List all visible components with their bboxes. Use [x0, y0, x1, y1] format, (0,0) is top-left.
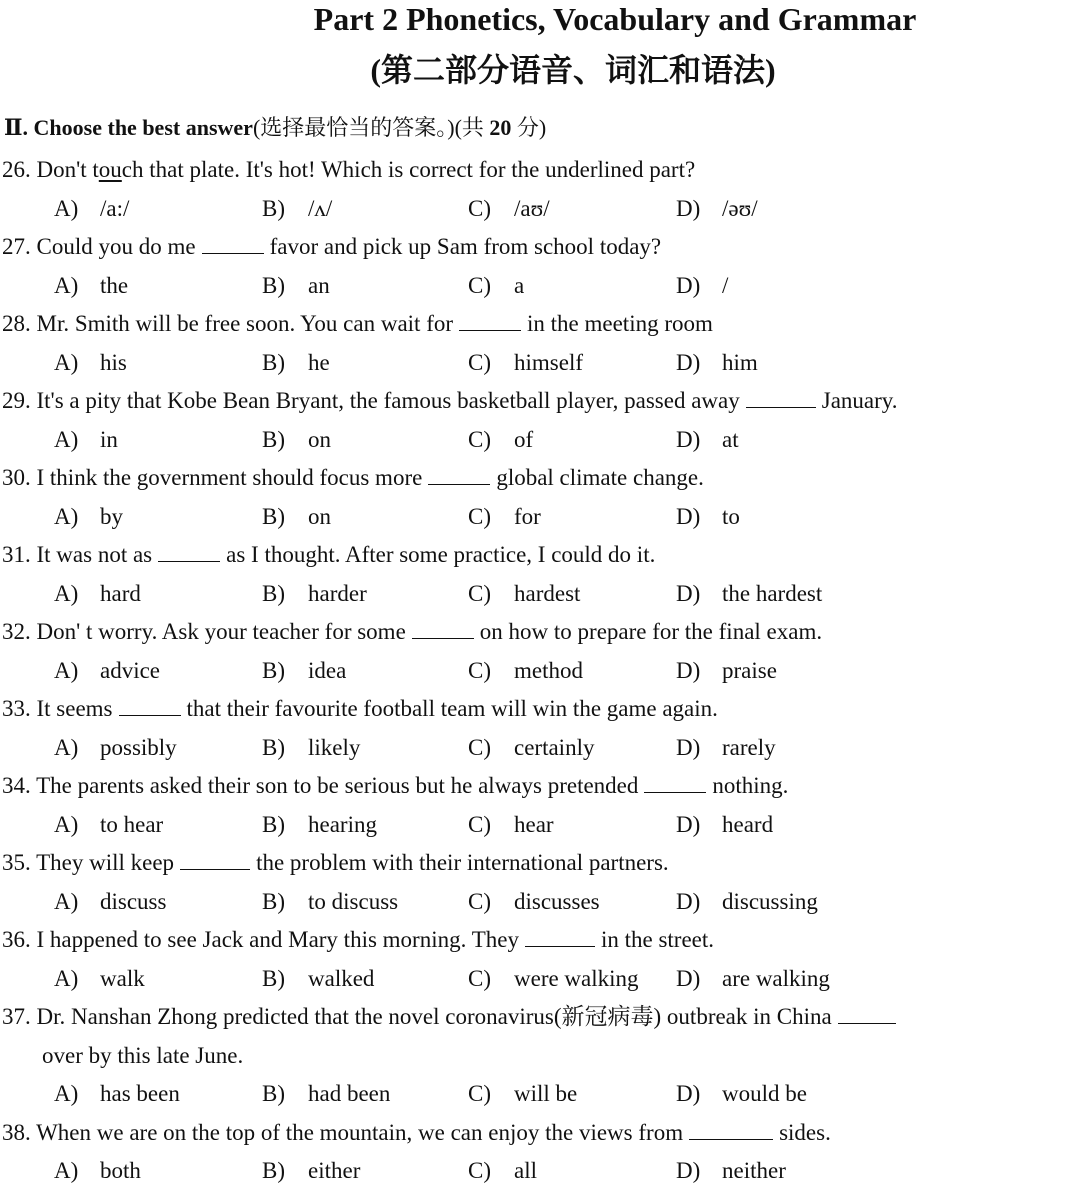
option-a[interactable]	[54, 806, 163, 845]
answer-blank	[202, 231, 264, 254]
answer-blank	[746, 385, 816, 408]
option-letter: C)	[468, 811, 491, 837]
option-text: at	[722, 426, 739, 452]
answer-blank	[180, 847, 250, 870]
answer-blank	[525, 924, 595, 947]
option-text: both	[100, 1158, 141, 1183]
question-number: 33.	[2, 696, 31, 721]
option-c[interactable]	[468, 883, 600, 922]
option-letter: A)	[54, 503, 79, 529]
option-d[interactable]	[676, 1075, 807, 1114]
option-d[interactable]	[676, 498, 740, 537]
option-d[interactable]	[676, 344, 758, 383]
options-row	[0, 498, 1080, 537]
option-text: idea	[308, 657, 347, 683]
option-letter: A)	[54, 349, 79, 375]
stem-text: January.	[821, 388, 898, 413]
question-stem	[0, 613, 1080, 652]
question-stem	[0, 998, 1080, 1075]
option-d[interactable]	[676, 729, 776, 768]
page-title: Part 2 Phonetics, Vocabulary and Grammar	[313, 1, 917, 37]
option-letter: B)	[262, 272, 285, 298]
option-d[interactable]	[676, 960, 830, 999]
question-32	[0, 613, 1080, 690]
option-d[interactable]	[676, 190, 758, 229]
question-number: 27.	[2, 234, 31, 259]
question-stem	[0, 382, 1080, 421]
option-letter: A)	[54, 811, 79, 837]
option-b[interactable]	[262, 883, 398, 922]
option-letter: B)	[262, 503, 285, 529]
stem-text: When we are on the top of the mountain, we can enjoy the views from	[36, 1119, 684, 1145]
option-b[interactable]	[262, 1152, 360, 1191]
option-text: a	[514, 272, 525, 298]
options-row	[0, 1075, 1080, 1114]
question-37	[0, 998, 1080, 1114]
option-letter: C)	[468, 503, 491, 529]
stem-text: sides.	[779, 1119, 831, 1145]
option-text: his	[100, 349, 127, 375]
option-text: will be	[514, 1081, 578, 1106]
option-a[interactable]	[54, 652, 160, 691]
question-stem	[0, 844, 1080, 883]
question-number: 26.	[2, 157, 31, 182]
option-text: discussing	[722, 888, 818, 914]
stem-text: Could you do me	[36, 234, 196, 259]
option-letter: A)	[54, 195, 79, 221]
question-number: 32.	[2, 619, 31, 644]
option-letter: A)	[54, 272, 79, 298]
stem-text: Dr. Nanshan Zhong predicted that the novel coronavirus(新冠病毒) outbreak in China	[36, 1004, 832, 1029]
option-b[interactable]	[262, 729, 360, 768]
option-a[interactable]	[54, 190, 129, 229]
question-number: 37.	[2, 1004, 31, 1029]
option-text: hard	[100, 580, 141, 606]
question-30	[0, 459, 1080, 536]
stem-text: I happened to see Jack and Mary this morning. They	[36, 927, 519, 952]
option-a[interactable]	[54, 498, 123, 537]
section-instruction-text: Choose the best answer	[33, 115, 253, 140]
option-c[interactable]	[468, 1075, 577, 1114]
question-26	[0, 151, 1080, 228]
option-letter: A)	[54, 1081, 79, 1106]
option-text: hearing	[308, 811, 377, 837]
stem-text: It seems	[36, 696, 113, 721]
question-stem	[0, 459, 1080, 498]
option-text: hear	[514, 811, 554, 837]
option-letter: B)	[262, 580, 285, 606]
option-text: are walking	[722, 965, 830, 991]
option-text: to	[722, 503, 740, 529]
option-letter: D)	[676, 1081, 701, 1106]
question-27	[0, 228, 1080, 305]
option-letter: D)	[676, 195, 701, 221]
option-c[interactable]	[468, 267, 524, 306]
option-text: had been	[308, 1081, 391, 1106]
option-c[interactable]	[468, 344, 583, 383]
option-letter: B)	[262, 1081, 285, 1106]
option-c[interactable]	[468, 729, 594, 768]
option-text: the	[100, 272, 129, 298]
option-b[interactable]	[262, 652, 346, 691]
option-text: to discuss	[308, 888, 399, 914]
option-letter: C)	[468, 965, 491, 991]
options-row	[0, 421, 1080, 460]
stem-text: It's a pity that Kobe Bean Bryant, the famous basketball player, passed away	[36, 388, 740, 413]
option-text: of	[514, 426, 534, 452]
option-a[interactable]	[54, 960, 145, 999]
options-row	[0, 960, 1080, 999]
option-b[interactable]	[262, 190, 332, 229]
answer-blank	[412, 616, 474, 639]
section-instruction	[4, 113, 546, 143]
question-38	[0, 1114, 1080, 1191]
option-letter: C)	[468, 349, 491, 375]
stem-text: in the street.	[600, 927, 714, 952]
option-letter: B)	[262, 657, 285, 683]
option-c[interactable]	[468, 1152, 537, 1191]
option-text: /ʌ/	[308, 195, 333, 221]
option-letter: D)	[676, 811, 701, 837]
question-35	[0, 844, 1080, 921]
underlined-part: ou	[98, 157, 122, 182]
question-stem	[0, 1114, 1080, 1153]
option-letter: D)	[676, 888, 701, 914]
option-d[interactable]	[676, 652, 777, 691]
option-text: were walking	[514, 965, 639, 991]
option-text: in	[100, 426, 118, 452]
option-c[interactable]	[468, 575, 580, 614]
question-number: 35.	[2, 850, 31, 875]
options-row	[0, 806, 1080, 845]
option-a[interactable]	[54, 421, 118, 460]
option-text: /a:/	[100, 195, 130, 221]
stem-text: Mr. Smith will be free soon. You can wait for	[36, 311, 454, 336]
answer-blank	[428, 462, 490, 485]
option-letter: C)	[468, 195, 491, 221]
option-text: rarely	[722, 734, 776, 760]
option-text: heard	[722, 811, 774, 837]
option-letter: D)	[676, 734, 701, 760]
question-36	[0, 921, 1080, 998]
option-text: method	[514, 657, 583, 683]
option-text: for	[514, 503, 541, 529]
option-c[interactable]	[468, 652, 583, 691]
question-number: 34.	[2, 773, 31, 798]
option-text: by	[100, 503, 123, 529]
question-number: 29.	[2, 388, 31, 413]
option-c[interactable]	[468, 498, 541, 537]
option-a[interactable]	[54, 1152, 141, 1191]
option-b[interactable]	[262, 344, 330, 383]
option-letter: B)	[262, 426, 285, 452]
option-letter: C)	[468, 580, 491, 606]
option-letter: B)	[262, 1158, 285, 1183]
option-text: walk	[100, 965, 145, 991]
option-letter: C)	[468, 1081, 491, 1106]
options-row	[0, 267, 1080, 306]
option-b[interactable]	[262, 267, 330, 306]
option-text: discusses	[514, 888, 600, 914]
option-b[interactable]	[262, 960, 374, 999]
option-letter: D)	[676, 272, 701, 298]
option-letter: A)	[54, 426, 79, 452]
option-b[interactable]	[262, 498, 331, 537]
stem-text: They will keep	[36, 850, 175, 875]
option-text: he	[308, 349, 330, 375]
section-numeral: Ⅱ.	[4, 115, 29, 140]
option-b[interactable]	[262, 421, 331, 460]
option-text: would be	[722, 1081, 807, 1106]
question-33	[0, 690, 1080, 767]
option-b[interactable]	[262, 575, 367, 614]
stem-text: The parents asked their son to be serious but he always pretended	[36, 773, 639, 798]
option-text: possibly	[100, 734, 177, 760]
option-letter: C)	[468, 272, 491, 298]
question-31	[0, 536, 1080, 613]
option-letter: A)	[54, 580, 79, 606]
option-a[interactable]	[54, 1075, 180, 1114]
question-number: 38.	[2, 1119, 31, 1145]
options-row	[0, 190, 1080, 229]
question-number: 28.	[2, 311, 31, 336]
question-34	[0, 767, 1080, 844]
option-a[interactable]	[54, 267, 128, 306]
option-c[interactable]	[468, 806, 554, 845]
section-instruction-chinese: (选择最恰当的答案。)(共	[252, 115, 484, 140]
option-text: harder	[308, 580, 367, 606]
option-text: certainly	[514, 734, 595, 760]
option-text: all	[514, 1158, 537, 1183]
option-d[interactable]	[676, 421, 739, 460]
question-stem	[0, 305, 1080, 344]
option-text: either	[308, 1158, 361, 1183]
stem-text: global climate change.	[496, 465, 704, 490]
page-subtitle-chinese: (第二部分语音、词汇和语法)	[370, 52, 776, 88]
question-stem	[0, 228, 1080, 267]
option-c[interactable]	[468, 421, 533, 460]
option-a[interactable]	[54, 883, 166, 922]
question-stem	[0, 767, 1080, 806]
option-letter: B)	[262, 195, 285, 221]
stem-text: It was not as	[36, 542, 153, 567]
option-letter: C)	[468, 734, 491, 760]
question-list	[0, 151, 1080, 1191]
option-text: has been	[100, 1081, 180, 1106]
answer-blank	[689, 1117, 773, 1140]
answer-blank	[838, 1001, 896, 1024]
option-letter: A)	[54, 1158, 79, 1183]
option-a[interactable]	[54, 575, 141, 614]
option-letter: B)	[262, 734, 285, 760]
option-letter: B)	[262, 811, 285, 837]
option-letter: C)	[468, 1158, 491, 1183]
question-stem	[0, 921, 1080, 960]
option-text: him	[722, 349, 758, 375]
option-text: himself	[514, 349, 583, 375]
stem-text: ch that plate. It's hot! Which is correct for the underlined part?	[121, 157, 696, 182]
option-d[interactable]	[676, 575, 822, 614]
option-text: advice	[100, 657, 161, 683]
options-row	[0, 883, 1080, 922]
option-b[interactable]	[262, 806, 377, 845]
question-29	[0, 382, 1080, 459]
option-text: on	[308, 426, 331, 452]
option-letter: D)	[676, 503, 701, 529]
options-row	[0, 344, 1080, 383]
section-points-unit: 分)	[516, 115, 547, 140]
option-a[interactable]	[54, 729, 177, 768]
option-letter: B)	[262, 349, 285, 375]
question-stem	[0, 536, 1080, 575]
option-d[interactable]	[676, 1152, 786, 1191]
option-c[interactable]	[468, 960, 639, 999]
stem-text: the problem with their international partners.	[256, 850, 669, 875]
section-points: 20	[489, 115, 512, 140]
option-text: the hardest	[722, 580, 823, 606]
question-number: 36.	[2, 927, 31, 952]
option-text: on	[308, 503, 331, 529]
option-letter: B)	[262, 888, 285, 914]
option-b[interactable]	[262, 1075, 390, 1114]
options-row	[0, 575, 1080, 614]
question-28	[0, 305, 1080, 382]
stem-text: as I thought. After some practice, I could do it.	[226, 542, 656, 567]
option-text: /aʊ/	[514, 195, 550, 221]
option-text: to hear	[100, 811, 164, 837]
stem-text: Don' t worry. Ask your teacher for some	[36, 619, 406, 644]
stem-text: I think the government should focus more	[36, 465, 423, 490]
answer-blank	[119, 693, 181, 716]
options-row	[0, 1152, 1080, 1191]
option-letter: D)	[676, 1158, 701, 1183]
option-text: discuss	[100, 888, 167, 914]
option-letter: C)	[468, 888, 491, 914]
stem-text: favor and pick up Sam from school today?	[269, 234, 662, 259]
options-row	[0, 652, 1080, 691]
option-text: walked	[308, 965, 375, 991]
stem-text: Don't t	[36, 157, 99, 182]
question-stem	[0, 151, 1080, 190]
stem-text-continued: over by this late June.	[42, 1042, 244, 1068]
option-letter: A)	[54, 965, 79, 991]
option-letter: C)	[468, 657, 491, 683]
option-letter: D)	[676, 426, 701, 452]
option-letter: B)	[262, 965, 285, 991]
answer-blank	[459, 308, 521, 331]
options-row	[0, 729, 1080, 768]
option-text: neither	[722, 1158, 786, 1183]
question-stem	[0, 690, 1080, 729]
option-c[interactable]	[468, 190, 550, 229]
option-text: an	[308, 272, 330, 298]
question-number: 30.	[2, 465, 31, 490]
stem-text: in the meeting room	[527, 311, 713, 336]
option-text: /	[722, 272, 729, 298]
stem-text: on how to prepare for the final exam.	[479, 619, 823, 644]
option-text: /əʊ/	[722, 195, 758, 221]
answer-blank	[644, 770, 706, 793]
stem-text: nothing.	[712, 773, 789, 798]
option-text: likely	[308, 734, 361, 760]
option-letter: D)	[676, 580, 701, 606]
answer-blank	[158, 539, 220, 562]
option-letter: D)	[676, 657, 701, 683]
option-text: hardest	[514, 580, 581, 606]
option-letter: A)	[54, 734, 79, 760]
option-a[interactable]	[54, 344, 127, 383]
stem-text: that their favourite football team will win the game again.	[186, 696, 718, 721]
option-letter: A)	[54, 888, 79, 914]
option-letter: A)	[54, 657, 79, 683]
option-letter: D)	[676, 349, 701, 375]
option-letter: C)	[468, 426, 491, 452]
option-letter: D)	[676, 965, 701, 991]
question-number: 31.	[2, 542, 31, 567]
option-text: praise	[722, 657, 777, 683]
option-d[interactable]	[676, 806, 773, 845]
option-d[interactable]	[676, 883, 818, 922]
option-d[interactable]	[676, 267, 728, 306]
